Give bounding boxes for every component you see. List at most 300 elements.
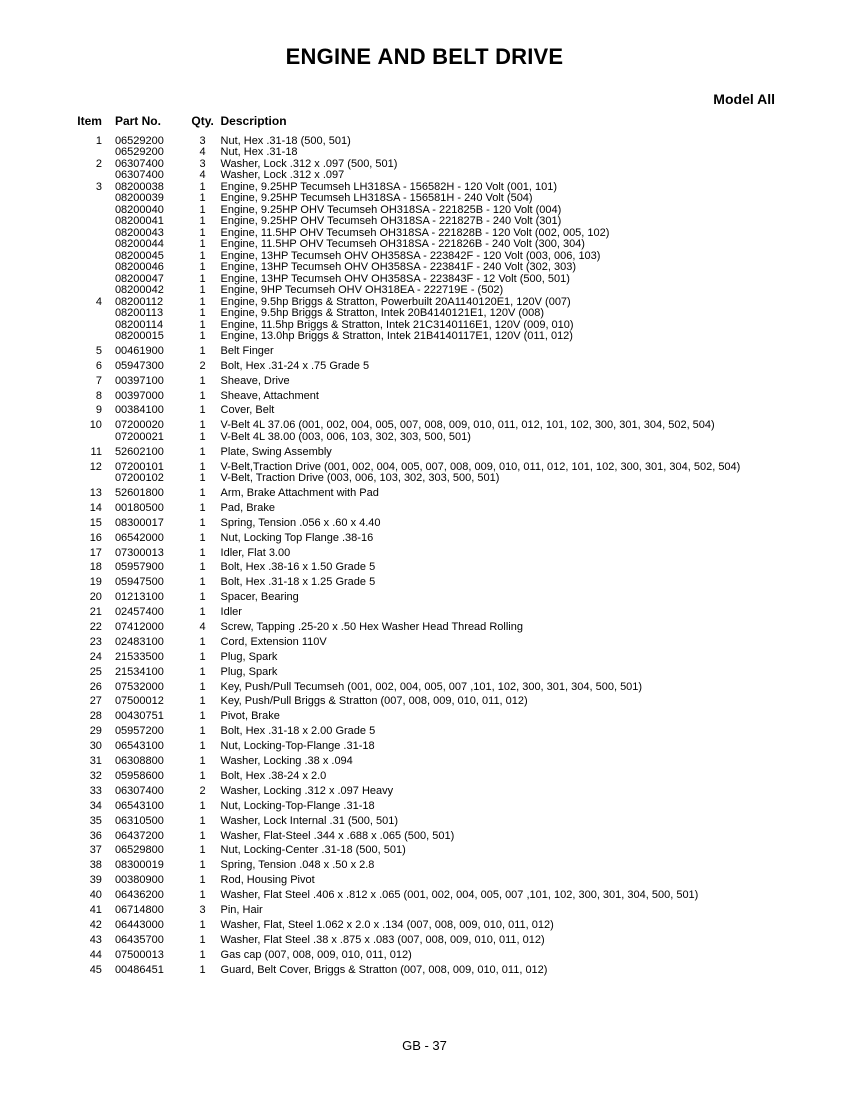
page-number: GB - 37 bbox=[402, 1038, 447, 1053]
cell-description: Engine, 9.5hp Briggs & Stratton, Powerbuilt 20A1140120E1, 120V (007) bbox=[220, 295, 571, 308]
title-word: AND bbox=[377, 44, 426, 69]
title-letter: B bbox=[432, 44, 449, 69]
cell-part-no: 08200114 bbox=[114, 318, 164, 331]
cell-description: Engine, 11.5HP OHV Tecumseh OH318SA - 221828B - 120 Volt (002, 005, 102) bbox=[220, 226, 610, 239]
cell-qty: 1 bbox=[199, 710, 206, 723]
cell-part-no: 06307400 bbox=[114, 169, 164, 181]
cell-item: 1 bbox=[95, 134, 102, 147]
table-row bbox=[72, 663, 772, 678]
cell-description: Plug, Spark bbox=[220, 665, 278, 678]
cell-item: 17 bbox=[89, 546, 102, 559]
cell-qty: 1 bbox=[199, 501, 206, 514]
cell-description: Engine, 9.25HP OHV Tecumseh OH318SA - 221825B - 120 Volt (004) bbox=[220, 203, 562, 216]
cell-part-no: 00380900 bbox=[114, 874, 164, 887]
cell-description: Bolt, Hex .31-24 x .75 Grade 5 bbox=[220, 359, 370, 372]
cell-item: 2 bbox=[95, 157, 102, 170]
cell-item: 40 bbox=[89, 889, 102, 902]
cell-qty: 1 bbox=[199, 546, 206, 559]
cell-description: Guard, Belt Cover, Briggs & Stratton (007, 008, 009, 010, 011, 012) bbox=[220, 963, 548, 976]
cell-qty: 1 bbox=[199, 606, 206, 619]
cell-part-no: 06437200 bbox=[114, 829, 164, 842]
cell-qty: 1 bbox=[199, 272, 206, 285]
table-row bbox=[72, 159, 772, 171]
cell-item: 14 bbox=[89, 501, 102, 514]
cell-part-no: 08200015 bbox=[114, 330, 164, 342]
cell-description: Bolt, Hex .38-16 x 1.50 Grade 5 bbox=[220, 561, 376, 574]
cell-item: 8 bbox=[95, 389, 102, 402]
cell-qty: 1 bbox=[199, 215, 206, 227]
cell-part-no: 05958600 bbox=[114, 769, 164, 782]
cell-description: Nut, Locking-Top-Flange .31-18 bbox=[220, 799, 375, 812]
cell-part-no: 08200112 bbox=[114, 295, 164, 308]
cell-part-no: 06529800 bbox=[114, 844, 164, 857]
table-row bbox=[72, 387, 772, 402]
cell-qty: 1 bbox=[199, 460, 206, 473]
table-row bbox=[72, 559, 772, 574]
parts-table bbox=[72, 116, 772, 976]
cell-description: V-Belt 4L 38.00 (003, 006, 103, 302, 303, 500, 501) bbox=[220, 430, 471, 443]
cell-qty: 1 bbox=[199, 516, 206, 529]
cell-item bbox=[72, 147, 115, 159]
cell-item: 38 bbox=[89, 859, 102, 872]
cell-part-no: 52602100 bbox=[114, 445, 164, 458]
cell-part-no: 07500012 bbox=[114, 695, 164, 708]
cell-qty: 3 bbox=[199, 903, 206, 916]
header-description: Description bbox=[220, 114, 287, 128]
table-row bbox=[72, 170, 772, 182]
table-row bbox=[72, 648, 772, 663]
cell-part-no: 08300019 bbox=[114, 859, 164, 872]
cell-description: Washer, Lock Internal .31 (500, 501) bbox=[220, 814, 399, 827]
cell-qty: 1 bbox=[199, 445, 206, 458]
cell-qty: 1 bbox=[199, 531, 206, 544]
table-row bbox=[72, 402, 772, 417]
table-row bbox=[72, 753, 772, 768]
cell-item: 9 bbox=[95, 404, 102, 417]
cell-item: 43 bbox=[89, 933, 102, 946]
cell-description: Belt Finger bbox=[220, 344, 274, 357]
cell-item: 42 bbox=[89, 918, 102, 931]
cell-description: Pin, Hair bbox=[220, 903, 263, 916]
cell-item: 35 bbox=[89, 814, 102, 827]
table-row bbox=[72, 529, 772, 544]
cell-part-no: 05957900 bbox=[114, 561, 164, 574]
cell-description: Nut, Hex .31-18 bbox=[220, 146, 298, 158]
cell-part-no: 07300013 bbox=[114, 546, 164, 559]
cell-qty: 1 bbox=[199, 576, 206, 589]
cell-description: Spacer, Bearing bbox=[220, 591, 299, 604]
table-row bbox=[72, 961, 772, 976]
cell-description: Washer, Flat-Steel .344 x .688 x .065 (500, 501) bbox=[220, 829, 455, 842]
cell-qty: 1 bbox=[199, 680, 206, 693]
cell-qty: 2 bbox=[199, 784, 206, 797]
cell-description: Engine, 13HP Tecumseh OHV OH358SA - 223843F - 12 Volt (500, 501) bbox=[220, 272, 570, 285]
cell-description: Idler, Flat 3.00 bbox=[220, 546, 291, 559]
cell-part-no: 06307400 bbox=[114, 784, 164, 797]
cell-description: Screw, Tapping .25-20 x .50 Hex Washer Head Thread Rolling bbox=[220, 621, 523, 634]
table-row bbox=[72, 432, 772, 444]
table-row bbox=[72, 285, 772, 297]
cell-description: Washer, Flat, Steel 1.062 x 2.0 x .134 (007, 008, 009, 010, 011, 012) bbox=[220, 918, 554, 931]
cell-item bbox=[72, 239, 115, 251]
cell-part-no: 02483100 bbox=[114, 635, 164, 648]
cell-item: 41 bbox=[89, 903, 102, 916]
cell-part-no: 08200113 bbox=[114, 307, 164, 319]
cell-item bbox=[72, 251, 115, 263]
cell-item bbox=[72, 228, 115, 240]
cell-item: 33 bbox=[89, 784, 102, 797]
cell-part-no: 07200101 bbox=[114, 460, 164, 473]
cell-qty: 1 bbox=[199, 740, 206, 753]
cell-part-no: 08200045 bbox=[114, 249, 164, 262]
table-row bbox=[72, 473, 772, 485]
table-row bbox=[72, 902, 772, 917]
cell-description: Washer, Lock .312 x .097 bbox=[220, 169, 345, 181]
cell-part-no: 07532000 bbox=[114, 680, 164, 693]
cell-description: Engine, 13.0hp Briggs & Stratton, Intek 21B4140117E1, 120V (011, 012) bbox=[220, 330, 573, 342]
table-row bbox=[72, 946, 772, 961]
table-row bbox=[72, 857, 772, 872]
cell-qty: 3 bbox=[199, 157, 206, 170]
cell-qty: 1 bbox=[199, 918, 206, 931]
cell-qty: 1 bbox=[199, 635, 206, 648]
cell-item: 5 bbox=[95, 344, 102, 357]
cell-qty: 1 bbox=[199, 695, 206, 708]
table-row bbox=[72, 693, 772, 708]
cell-part-no: 00384100 bbox=[114, 404, 164, 417]
cell-qty: 1 bbox=[199, 650, 206, 663]
cell-description: Engine, 9.25HP Tecumseh LH318SA - 156582H - 120 Volt (001, 101) bbox=[220, 180, 558, 193]
cell-item bbox=[72, 216, 115, 228]
cell-item: 12 bbox=[89, 460, 102, 473]
cell-part-no: 05947500 bbox=[114, 576, 164, 589]
cell-part-no: 06714800 bbox=[114, 903, 164, 916]
cell-qty: 1 bbox=[199, 561, 206, 574]
cell-part-no: 07412000 bbox=[114, 621, 164, 634]
cell-item: 7 bbox=[95, 374, 102, 387]
cell-part-no: 06310500 bbox=[114, 814, 164, 827]
cell-item bbox=[72, 320, 115, 332]
table-row bbox=[72, 619, 772, 634]
cell-description: Arm, Brake Attachment with Pad bbox=[220, 487, 379, 500]
table-row bbox=[72, 782, 772, 797]
cell-description: Engine, 13HP Tecumseh OHV OH358SA - 223842F - 120 Volt (003, 006, 103) bbox=[220, 249, 601, 262]
cell-part-no: 08300017 bbox=[114, 516, 164, 529]
cell-part-no: 06529200 bbox=[114, 146, 164, 158]
cell-description: Rod, Housing Pivot bbox=[220, 874, 315, 887]
cell-description: Key, Push/Pull Tecumseh (001, 002, 004, 005, 007 ,101, 102, 300, 301, 304, 500, 501) bbox=[220, 680, 643, 693]
cell-description: Engine, 11.5HP OHV Tecumseh OH318SA - 221826B - 240 Volt (300, 304) bbox=[220, 238, 585, 250]
cell-item: 23 bbox=[89, 635, 102, 648]
cell-qty: 1 bbox=[199, 769, 206, 782]
cell-part-no: 08200046 bbox=[114, 261, 164, 273]
cell-part-no: 07500013 bbox=[114, 948, 164, 961]
cell-description: Plug, Spark bbox=[220, 650, 278, 663]
table-row bbox=[72, 887, 772, 902]
cell-description: Washer, Lock .312 x .097 (500, 501) bbox=[220, 157, 398, 170]
cell-part-no: 00397100 bbox=[114, 374, 164, 387]
cell-description: V-Belt, Traction Drive (003, 006, 103, 302, 303, 500, 501) bbox=[220, 472, 500, 485]
header-item: Item bbox=[77, 114, 102, 128]
cell-item bbox=[72, 170, 115, 182]
cell-item: 15 bbox=[89, 516, 102, 529]
cell-item bbox=[72, 285, 115, 297]
cell-qty: 1 bbox=[199, 318, 206, 331]
cell-part-no: 08200042 bbox=[114, 284, 164, 296]
table-row bbox=[72, 738, 772, 753]
cell-item: 39 bbox=[89, 874, 102, 887]
cell-qty: 1 bbox=[199, 591, 206, 604]
page-title bbox=[0, 44, 849, 70]
cell-item: 6 bbox=[95, 359, 102, 372]
cell-item bbox=[72, 473, 115, 485]
cell-description: Nut, Locking-Center .31-18 (500, 501) bbox=[220, 844, 406, 857]
cell-description: Washer, Locking .38 x .094 bbox=[220, 755, 353, 768]
cell-qty: 1 bbox=[199, 261, 206, 273]
table-row bbox=[72, 827, 772, 842]
cell-item bbox=[72, 308, 115, 320]
cell-description: Bolt, Hex .38-24 x 2.0 bbox=[220, 769, 327, 782]
header-part-no: Part No. bbox=[114, 114, 161, 128]
cell-item: 27 bbox=[89, 695, 102, 708]
cell-description: Engine, 9.5hp Briggs & Stratton, Intek 20B4140121E1, 120V (008) bbox=[220, 307, 545, 319]
cell-item: 11 bbox=[90, 445, 102, 458]
cell-description: Spring, Tension .056 x .60 x 4.40 bbox=[220, 516, 381, 529]
cell-part-no: 08200039 bbox=[114, 192, 164, 204]
cell-qty: 1 bbox=[199, 404, 206, 417]
cell-part-no: 00461900 bbox=[114, 344, 164, 357]
cell-description: Idler bbox=[220, 606, 242, 619]
cell-qty: 3 bbox=[199, 134, 206, 147]
table-row bbox=[72, 136, 772, 148]
cell-qty: 1 bbox=[199, 814, 206, 827]
table-row bbox=[72, 514, 772, 529]
cell-part-no: 07200021 bbox=[114, 430, 164, 443]
cell-part-no: 08200041 bbox=[114, 215, 164, 227]
cell-description: Bolt, Hex .31-18 x 1.25 Grade 5 bbox=[220, 576, 376, 589]
cell-description: Washer, Flat Steel .38 x .875 x .083 (007, 008, 009, 010, 011, 012) bbox=[220, 933, 545, 946]
table-row bbox=[72, 723, 772, 738]
cell-description: Nut, Hex .31-18 (500, 501) bbox=[220, 134, 351, 147]
title-word: RIVE bbox=[511, 44, 564, 69]
cell-part-no: 21534100 bbox=[114, 665, 164, 678]
cell-qty: 1 bbox=[199, 889, 206, 902]
title-letter: D bbox=[495, 44, 512, 69]
cell-item: 18 bbox=[89, 561, 102, 574]
cell-description: Washer, Locking .312 x .097 Heavy bbox=[220, 784, 394, 797]
cell-qty: 1 bbox=[199, 307, 206, 319]
cell-item bbox=[72, 262, 115, 274]
table-row bbox=[72, 872, 772, 887]
cell-item: 13 bbox=[89, 487, 102, 500]
table-row bbox=[72, 193, 772, 205]
cell-item bbox=[72, 274, 115, 286]
cell-qty: 1 bbox=[199, 963, 206, 976]
cell-description: Engine, 13HP Tecumseh OHV OH358SA - 223841F - 240 Volt (302, 303) bbox=[220, 261, 576, 273]
cell-part-no: 06543100 bbox=[114, 799, 164, 812]
cell-qty: 1 bbox=[199, 487, 206, 500]
table-row bbox=[72, 812, 772, 827]
table-row bbox=[72, 708, 772, 723]
cell-part-no: 07200102 bbox=[114, 472, 164, 485]
title-word: NGINE bbox=[300, 44, 372, 69]
cell-qty: 1 bbox=[199, 874, 206, 887]
table-row bbox=[72, 931, 772, 946]
cell-qty: 2 bbox=[199, 359, 206, 372]
cell-qty: 1 bbox=[199, 203, 206, 216]
cell-item bbox=[72, 193, 115, 205]
cell-qty: 1 bbox=[199, 238, 206, 250]
cell-item bbox=[72, 432, 115, 444]
cell-item: 30 bbox=[89, 740, 102, 753]
cell-qty: 4 bbox=[199, 146, 206, 158]
cell-qty: 1 bbox=[199, 249, 206, 262]
cell-description: Pad, Brake bbox=[220, 501, 275, 514]
cell-qty: 1 bbox=[199, 192, 206, 204]
title-word: ELT bbox=[448, 44, 489, 69]
cell-description: Pivot, Brake bbox=[220, 710, 280, 723]
cell-part-no: 06435700 bbox=[114, 933, 164, 946]
cell-part-no: 06542000 bbox=[114, 531, 164, 544]
cell-part-no: 02457400 bbox=[114, 606, 164, 619]
header-qty: Qty. bbox=[191, 114, 214, 128]
cell-item: 29 bbox=[89, 725, 102, 738]
cell-item: 20 bbox=[89, 591, 102, 604]
table-row bbox=[72, 916, 772, 931]
table-row bbox=[72, 500, 772, 515]
cell-qty: 1 bbox=[199, 844, 206, 857]
cell-item: 31 bbox=[89, 755, 102, 768]
cell-description: Bolt, Hex .31-18 x 2.00 Grade 5 bbox=[220, 725, 376, 738]
cell-item: 32 bbox=[89, 769, 102, 782]
cell-item: 28 bbox=[89, 710, 102, 723]
cell-qty: 1 bbox=[199, 948, 206, 961]
cell-qty: 1 bbox=[199, 859, 206, 872]
cell-description: Washer, Flat Steel .406 x .812 x .065 (001, 002, 004, 005, 007 ,101, 102, 300, 301, 304, 500, 501) bbox=[220, 889, 699, 902]
cell-qty: 4 bbox=[199, 621, 206, 634]
cell-qty: 1 bbox=[199, 374, 206, 387]
table-row bbox=[72, 372, 772, 387]
cell-description: V-Belt,Traction Drive (001, 002, 004, 005, 007, 008, 009, 010, 011, 012, 101, 102, 300, 301, 304, 502, 504) bbox=[220, 460, 741, 473]
table-row bbox=[72, 485, 772, 500]
cell-description: Cover, Belt bbox=[220, 404, 275, 417]
cell-part-no: 08200043 bbox=[114, 226, 164, 239]
table-row bbox=[72, 458, 772, 473]
cell-description: Gas cap (007, 008, 009, 010, 011, 012) bbox=[220, 948, 412, 961]
cell-part-no: 00486451 bbox=[114, 963, 164, 976]
cell-qty: 1 bbox=[199, 725, 206, 738]
cell-part-no: 06543100 bbox=[114, 740, 164, 753]
cell-part-no: 08200044 bbox=[114, 238, 164, 250]
cell-description: Plate, Swing Assembly bbox=[220, 445, 332, 458]
cell-part-no: 08200047 bbox=[114, 272, 164, 285]
cell-qty: 1 bbox=[199, 933, 206, 946]
cell-description: Key, Push/Pull Briggs & Stratton (007, 008, 009, 010, 011, 012) bbox=[220, 695, 528, 708]
cell-item bbox=[72, 331, 115, 343]
cell-item: 26 bbox=[89, 680, 102, 693]
cell-description: Nut, Locking-Top-Flange .31-18 bbox=[220, 740, 375, 753]
cell-qty: 1 bbox=[199, 829, 206, 842]
table-row bbox=[72, 331, 772, 343]
cell-qty: 1 bbox=[199, 295, 206, 308]
cell-part-no: 08200038 bbox=[114, 180, 164, 193]
cell-item: 24 bbox=[89, 650, 102, 663]
cell-qty: 1 bbox=[199, 330, 206, 342]
cell-part-no: 01213100 bbox=[114, 591, 164, 604]
cell-item: 36 bbox=[89, 829, 102, 842]
cell-qty: 1 bbox=[199, 665, 206, 678]
cell-part-no: 00430751 bbox=[114, 710, 164, 723]
cell-item: 3 bbox=[95, 180, 102, 193]
table-row bbox=[72, 574, 772, 589]
table-row bbox=[72, 589, 772, 604]
cell-qty: 1 bbox=[199, 472, 206, 485]
title-letter: E bbox=[285, 44, 301, 69]
table-row bbox=[72, 147, 772, 159]
table-row bbox=[72, 604, 772, 619]
cell-part-no: 06529200 bbox=[114, 134, 164, 147]
cell-part-no: 06308800 bbox=[114, 755, 164, 768]
cell-qty: 1 bbox=[199, 389, 206, 402]
header-row bbox=[72, 116, 772, 136]
cell-part-no: 06443000 bbox=[114, 918, 164, 931]
table-row bbox=[72, 634, 772, 649]
table-row bbox=[72, 768, 772, 783]
table-row bbox=[72, 239, 772, 251]
table-row bbox=[72, 308, 772, 320]
table-row bbox=[72, 797, 772, 812]
cell-description: Spring, Tension .048 x .50 x 2.8 bbox=[220, 859, 375, 872]
cell-qty: 1 bbox=[199, 419, 206, 432]
cell-qty: 1 bbox=[199, 180, 206, 193]
cell-part-no: 07200020 bbox=[114, 419, 164, 432]
cell-part-no: 00180500 bbox=[114, 501, 164, 514]
table-row bbox=[72, 357, 772, 372]
table-row bbox=[72, 842, 772, 857]
cell-item: 19 bbox=[89, 576, 102, 589]
table-row bbox=[72, 544, 772, 559]
cell-part-no: 08200040 bbox=[114, 203, 164, 216]
cell-item: 22 bbox=[89, 621, 102, 634]
table-row bbox=[72, 443, 772, 458]
cell-part-no: 05947300 bbox=[114, 359, 164, 372]
cell-part-no: 21533500 bbox=[114, 650, 164, 663]
table-row bbox=[72, 343, 772, 358]
table-row bbox=[72, 262, 772, 274]
cell-item: 10 bbox=[89, 419, 102, 432]
cell-description: Engine, 11.5hp Briggs & Stratton, Intek 21C3140116E1, 120V (009, 010) bbox=[220, 318, 574, 331]
cell-description: Sheave, Attachment bbox=[220, 389, 319, 402]
cell-part-no: 06307400 bbox=[114, 157, 164, 170]
cell-item: 34 bbox=[89, 799, 102, 812]
cell-item bbox=[72, 205, 115, 217]
parts-table-body bbox=[72, 136, 772, 977]
cell-description: Sheave, Drive bbox=[220, 374, 290, 387]
table-row bbox=[72, 417, 772, 432]
cell-item: 45 bbox=[89, 963, 102, 976]
cell-item: 4 bbox=[95, 295, 102, 308]
cell-item: 21 bbox=[89, 606, 102, 619]
cell-qty: 1 bbox=[199, 430, 206, 443]
table-row bbox=[72, 678, 772, 693]
cell-item: 16 bbox=[89, 531, 102, 544]
cell-item: 25 bbox=[89, 665, 102, 678]
cell-description: Engine, 9HP Tecumseh OHV OH318EA - 222719E - (502) bbox=[220, 284, 504, 296]
cell-item: 37 bbox=[89, 844, 102, 857]
model-label: Model All bbox=[713, 91, 775, 107]
cell-part-no: 06436200 bbox=[114, 889, 164, 902]
cell-description: Engine, 9.25HP Tecumseh LH318SA - 156581H - 240 Volt (504) bbox=[220, 192, 533, 204]
